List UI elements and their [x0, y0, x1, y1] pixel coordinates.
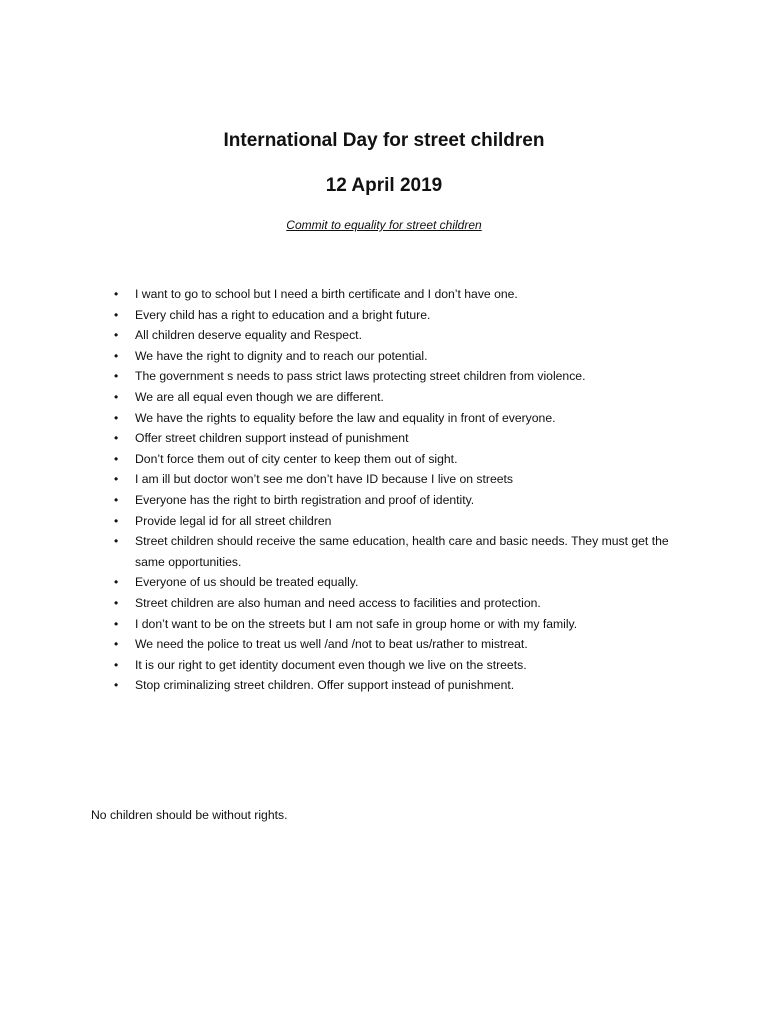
closing-statement: No children should be without rights.: [91, 808, 288, 822]
bullet-icon: •: [114, 575, 119, 590]
bullet-icon: •: [114, 595, 119, 610]
list-item: [112, 449, 682, 470]
list-item: [112, 305, 682, 326]
list-item: [112, 531, 682, 572]
list-item: [112, 408, 682, 429]
list-item: [112, 675, 682, 696]
list-item: [112, 387, 682, 408]
bullet-icon: •: [114, 472, 119, 487]
list-item-text: Provide legal id for all street children: [135, 513, 332, 528]
statement-list: [112, 284, 682, 696]
list-item: [112, 655, 682, 676]
list-item: [112, 634, 682, 655]
page-subtitle: Commit to equality for street children: [286, 218, 482, 232]
bullet-icon: •: [114, 534, 119, 549]
bullet-icon: •: [114, 513, 119, 528]
bullet-icon: •: [114, 431, 119, 446]
list-item: [112, 284, 682, 305]
bullet-icon: •: [114, 451, 119, 466]
page-title: International Day for street children: [223, 130, 545, 151]
bullet-icon: •: [114, 492, 119, 507]
list-item: [112, 428, 682, 449]
list-item-text: It is our right to get identity document even though we live on the streets.: [135, 657, 527, 672]
list-item-text: We are all equal even though we are different.: [135, 389, 384, 404]
list-item: [112, 614, 682, 635]
bullet-icon: •: [114, 287, 119, 301]
list-item: [112, 572, 682, 593]
bullet-icon: •: [114, 389, 119, 404]
bullet-icon: •: [114, 616, 119, 631]
list-item: [112, 490, 682, 511]
list-item-text: Street children should receive the same education, health care and basic needs. They must get the same opportunities.: [135, 534, 669, 569]
bullet-icon: •: [114, 637, 119, 652]
bullet-icon: •: [114, 678, 119, 693]
bullet-icon: •: [114, 369, 119, 384]
list-item-text: Street children are also human and need access to facilities and protection.: [135, 595, 541, 610]
list-item: [112, 366, 682, 387]
list-item: [112, 593, 682, 614]
list-item-text: Offer street children support instead of punishment: [135, 431, 409, 446]
list-item-text: All children deserve equality and Respect.: [135, 328, 362, 343]
bullet-icon: •: [114, 410, 119, 425]
list-item-text: The government s needs to pass strict laws protecting street children from violence.: [135, 369, 586, 384]
list-item-text: We have the right to dignity and to reach our potential.: [135, 348, 428, 363]
list-item-text: I don’t want to be on the streets but I am not safe in group home or with my family.: [135, 616, 578, 631]
list-item-text: Stop criminalizing street children. Offer support instead of punishment.: [135, 678, 515, 693]
page-date: 12 April 2019: [325, 175, 443, 196]
list-item-text: We need the police to treat us well /and /not to beat us/rather to mistreat.: [135, 637, 528, 652]
list-item: [112, 469, 682, 490]
bullet-icon: •: [114, 328, 119, 343]
bullet-icon: •: [114, 348, 119, 363]
list-item: [112, 346, 682, 367]
list-item-text: I want to go to school but I need a birth certificate and I don’t have one.: [135, 287, 518, 301]
list-item-text: Every child has a right to education and a bright future.: [135, 307, 431, 322]
list-item-text: We have the rights to equality before the law and equality in front of everyone.: [135, 410, 556, 425]
list-item-text: I am ill but doctor won’t see me don’t have ID because I live on streets: [135, 472, 514, 487]
list-item-text: Don’t force them out of city center to keep them out of sight.: [135, 451, 458, 466]
list-item-text: Everyone of us should be treated equally.: [135, 575, 359, 590]
bullet-icon: •: [114, 307, 119, 322]
list-item: [112, 325, 682, 346]
list-item: [112, 511, 682, 532]
list-item-text: Everyone has the right to birth registration and proof of identity.: [135, 492, 475, 507]
bullet-icon: •: [114, 657, 119, 672]
